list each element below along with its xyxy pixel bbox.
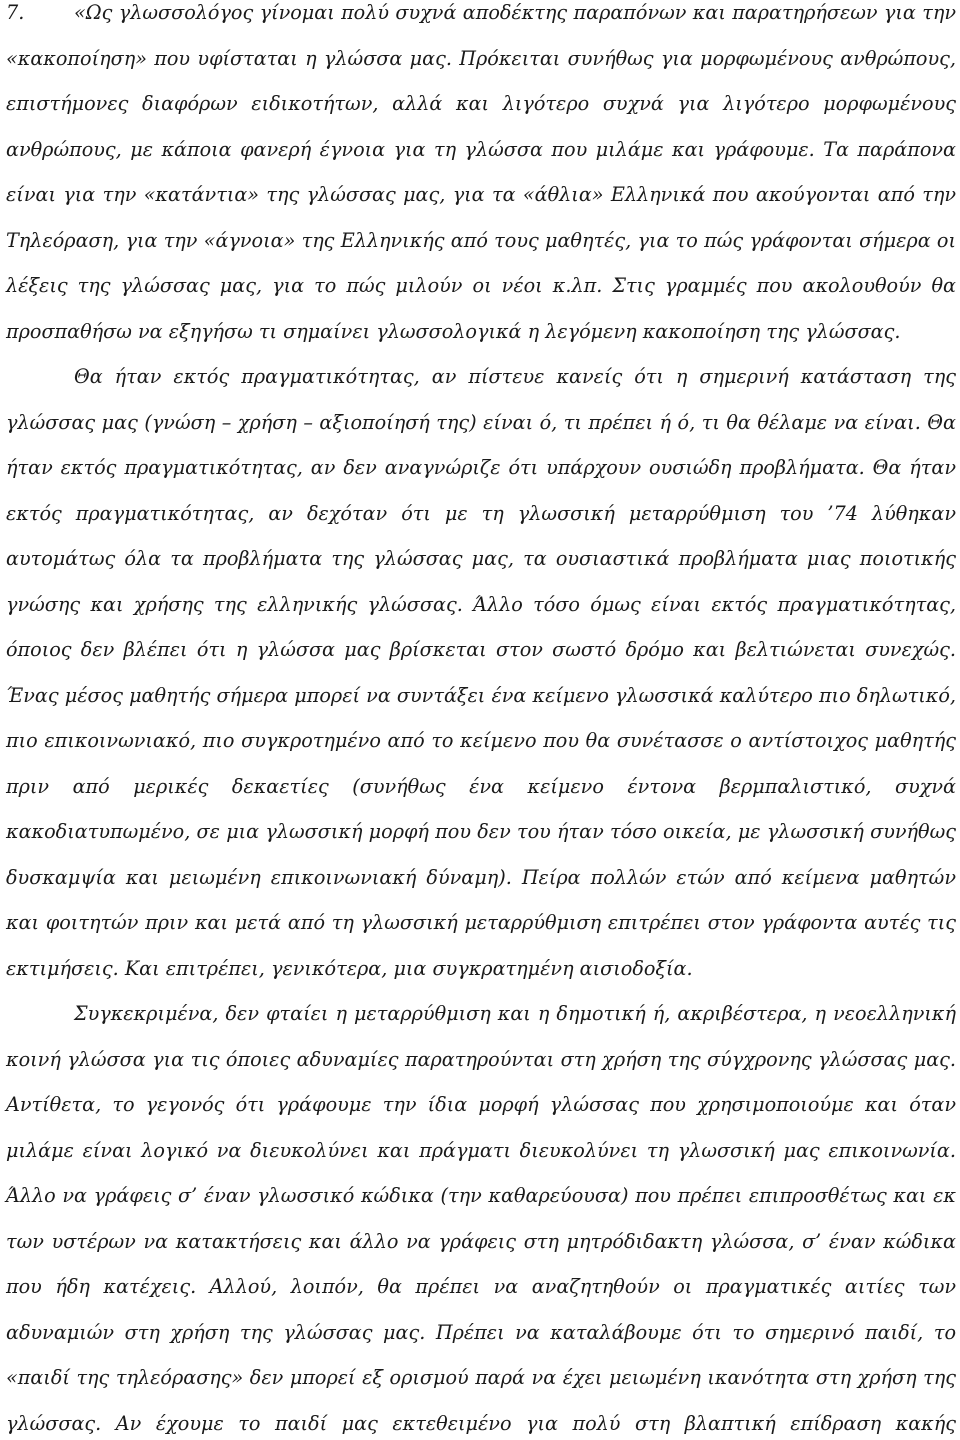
paragraph-3: Συγκεκριμένα, δεν φταίει η μεταρρύθμιση και η δημοτική ή, ακριβέστερα, η νεοελληνική κοινή γλώσσα για τις όποιες αδυναμίες παρατηρούνται στη χρήση της σύγχρονης γλώσσας μας. Αντίθετα, το γεγονός ότι γράφουμε την ίδια μορφή γλώσσας που χρησιμοποιούμε και όταν μιλάμε είναι λογικό να διευκολύνει και πράγματι διευκολύνει τη γλωσσική μας επικοινωνία. Άλλο να γράφεις σ’ έναν γλωσσικό κώδικα (την καθαρεύουσα) που πρέπει επιπροσθέτως και εκ των υστέρων να κατακτήσεις και άλλο να γράφεις στη μητρόδιδακτη γλώσσα, σ’ έναν κώδικα που ήδη κατέχεις. Αλλού, λοιπόν, θα πρέπει να αναζητηθούν οι πραγματικές αιτίες των αδυναμιών στη χρήση της γλώσσας μας. Πρέπει να καταλάβουμε ότι το σημερινό παιδί, το «παιδί της τηλεόρασης» δεν μπορεί εξ ορισμού παρά να έχει μειωμένη ικανότητα στη χρήση της γλώσσας. Αν έχουμε το παιδί μας εκτεθειμένο για πολύ στη βλαπτική επίδραση κακής [6, 1002, 956, 1435]
item-number: 7. [6, 1, 25, 24]
paragraph-1 [6, 0, 956, 354]
paragraph-2: Θα ήταν εκτός πραγματικότητας, αν πίστευε κανείς ότι η σημερινή κατάσταση της γλώσσας μας (γνώση – χρήση – αξιοποίησή της) είναι ό, τι πρέπει ή ό, τι θα θέλαμε να είναι. Θα ήταν εκτός πραγματικότητας, αν δεν αναγνώριζε ότι υπάρχουν ουσιώδη προβλήματα. Θα ήταν εκτός πραγματικότητας, αν δεχόταν ότι με τη γλωσσική μεταρρύθμιση του ’74 λύθηκαν αυτομάτως όλα τα προβλήματα της γλώσσας μας, τα ουσιαστικά προβλήματα μιας ποιοτικής γνώσης και χρήσης της ελληνικής γλώσσας. Άλλο τόσο όμως είναι εκτός πραγματικότητας, όποιος δεν βλέπει ότι η γλώσσα μας βρίσκεται στον σωστό δρόμο και βελτιώνεται συνεχώς. Ένας μέσος μαθητής σήμερα μπορεί να συντάξει ένα κείμενο γλωσσικά καλύτερο πιο δηλωτικό, πιο επικοινωνιακό, πιο συγκροτημένο από το κείμενο που θα συνέτασσε ο αντίστοιχος μαθητής πριν από μερικές δεκαετίες (συνήθως ένα κείμενο έντονα βερμπαλιστικό, συχνά κακοδιατυπωμένο, σε μια γλωσσική μορφή που δεν του ήταν τόσο οικεία, με γλωσσική συνήθως δυσκαμψία και μειωμένη επικοινωνιακή δύναμη). Πείρα πολλών ετών από κείμενα μαθητών και φοιτητών πριν και μετά από τη γλωσσική μεταρρύθμιση επιτρέπει στον γράφοντα αυτές τις εκτιμήσεις. Και επιτρέπει, γενικότερα, μια συγκρατημένη αισιοδοξία. [6, 365, 956, 980]
paragraph-1-text: «Ως γλωσσολόγος γίνομαι πολύ συχνά αποδέκτης παραπόνων και παρατηρήσεων για την «κακοποίηση» που υφίσταται η γλώσσα μας. Πρόκειται συνήθως για μορφωμένους ανθρώπους, επιστήμονες διαφόρων ειδικοτήτων, αλλά και λιγότερο συχνά για λιγότερο μορφωμένους ανθρώπους, με κάποια φανερή έγνοια για τη γλώσσα που μιλάμε και γράφουμε. Τα παράπονα είναι για την «κατάντια» της γλώσσας μας, για τα «άθλια» Ελληνικά που ακούγονται από την Τηλεόραση, για την «άγνοια» της Ελληνικής από τους μαθητές, για το πώς γράφονται σήμερα οι λέξεις της γλώσσας μας, για το πώς μιλούν οι νέοι κ.λπ. Στις γραμμές που ακολουθούν θα προσπαθήσω να εξηγήσω τι σημαίνει γλωσσολογικά η λεγόμενη κακοποίηση της γλώσσας. [6, 1, 956, 343]
